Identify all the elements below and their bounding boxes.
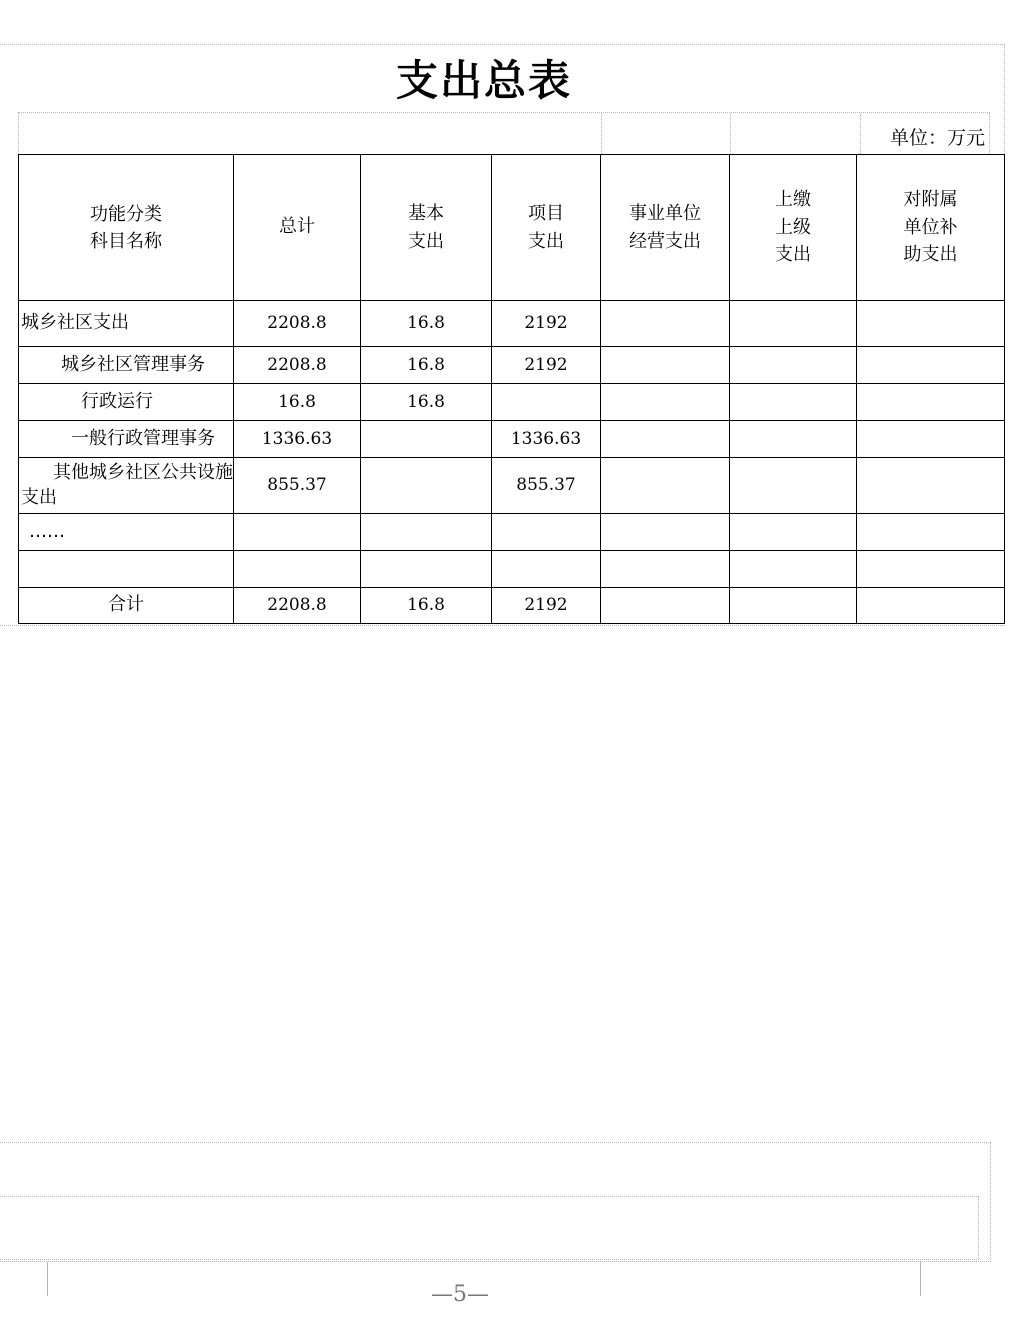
cell-project: 1336.63 [492,421,601,458]
table-row [19,514,1005,551]
cell-total [234,551,361,588]
cell-subsidy [857,514,1005,551]
cell-subsidy [857,551,1005,588]
cell-business [601,384,730,421]
cell-business [601,551,730,588]
cell-basic: 16.8 [361,384,492,421]
cell-basic: 16.8 [361,347,492,384]
row-name-total: 合计 [19,588,234,624]
table-row [19,551,1005,588]
cell-upper [730,551,857,588]
unit-row-divider [860,113,861,154]
cell-subsidy [857,347,1005,384]
footer-right-guide [920,1262,921,1296]
cell-subsidy [857,301,1005,347]
cell-subsidy [857,588,1005,624]
cell-business [601,514,730,551]
cell-project [492,514,601,551]
page-title: 支出总表 [395,56,572,105]
cell-project: 2192 [492,301,601,347]
table-header-row [19,155,1005,301]
table-row [19,347,1005,384]
header-basic: 基本 支出 [361,155,492,301]
cell-total: 2208.8 [234,347,361,384]
unit-row-divider [730,113,731,154]
row-name: …… [19,514,234,551]
cell-total [234,514,361,551]
cell-subsidy [857,384,1005,421]
cell-business [601,301,730,347]
unit-row [18,112,990,154]
cell-basic: 16.8 [361,301,492,347]
cell-upper [730,421,857,458]
table-row [19,458,1005,514]
cell-total: 2208.8 [234,301,361,347]
cell-basic [361,458,492,514]
cell-basic [361,421,492,458]
cell-upper [730,458,857,514]
cell-upper [730,384,857,421]
cell-business [601,458,730,514]
table-total-row [19,588,1005,624]
row-name: 行政运行 [19,384,234,421]
cell-upper [730,301,857,347]
cell-basic [361,514,492,551]
header-total: 总计 [234,155,361,301]
cell-upper [730,347,857,384]
page-number: —5— [431,1282,489,1307]
row-name: 城乡社区支出 [19,301,234,347]
cell-business [601,421,730,458]
cell-total: 855.37 [234,458,361,514]
header-category: 功能分类 科目名称 [19,155,234,301]
cell-project: 2192 [492,588,601,624]
table-row [19,301,1005,347]
cell-basic [361,551,492,588]
unit-row-divider [601,113,602,154]
table-row [19,421,1005,458]
row-name: 其他城乡社区公共设施支出 [19,458,234,514]
cell-total: 2208.8 [234,588,361,624]
cell-basic: 16.8 [361,588,492,624]
header-subsidy: 对附属 单位补 助支出 [857,155,1005,301]
row-name: 一般行政管理事务 [19,421,234,458]
unit-label: 单位：万元 [889,127,985,149]
cell-upper [730,514,857,551]
row-name: 城乡社区管理事务 [19,347,234,384]
expenditure-table [18,154,1005,624]
cell-subsidy [857,421,1005,458]
header-upper: 上缴 上级 支出 [730,155,857,301]
cell-business [601,347,730,384]
cell-project [492,551,601,588]
table-row [19,384,1005,421]
cell-total: 1336.63 [234,421,361,458]
row-name [19,551,234,588]
cell-project [492,384,601,421]
header-project: 项目 支出 [492,155,601,301]
cell-project: 2192 [492,347,601,384]
cell-project: 855.37 [492,458,601,514]
cell-upper [730,588,857,624]
cell-business [601,588,730,624]
cell-subsidy [857,458,1005,514]
page-frame-bottom-inner [0,1196,979,1260]
header-business: 事业单位 经营支出 [601,155,730,301]
cell-total: 16.8 [234,384,361,421]
